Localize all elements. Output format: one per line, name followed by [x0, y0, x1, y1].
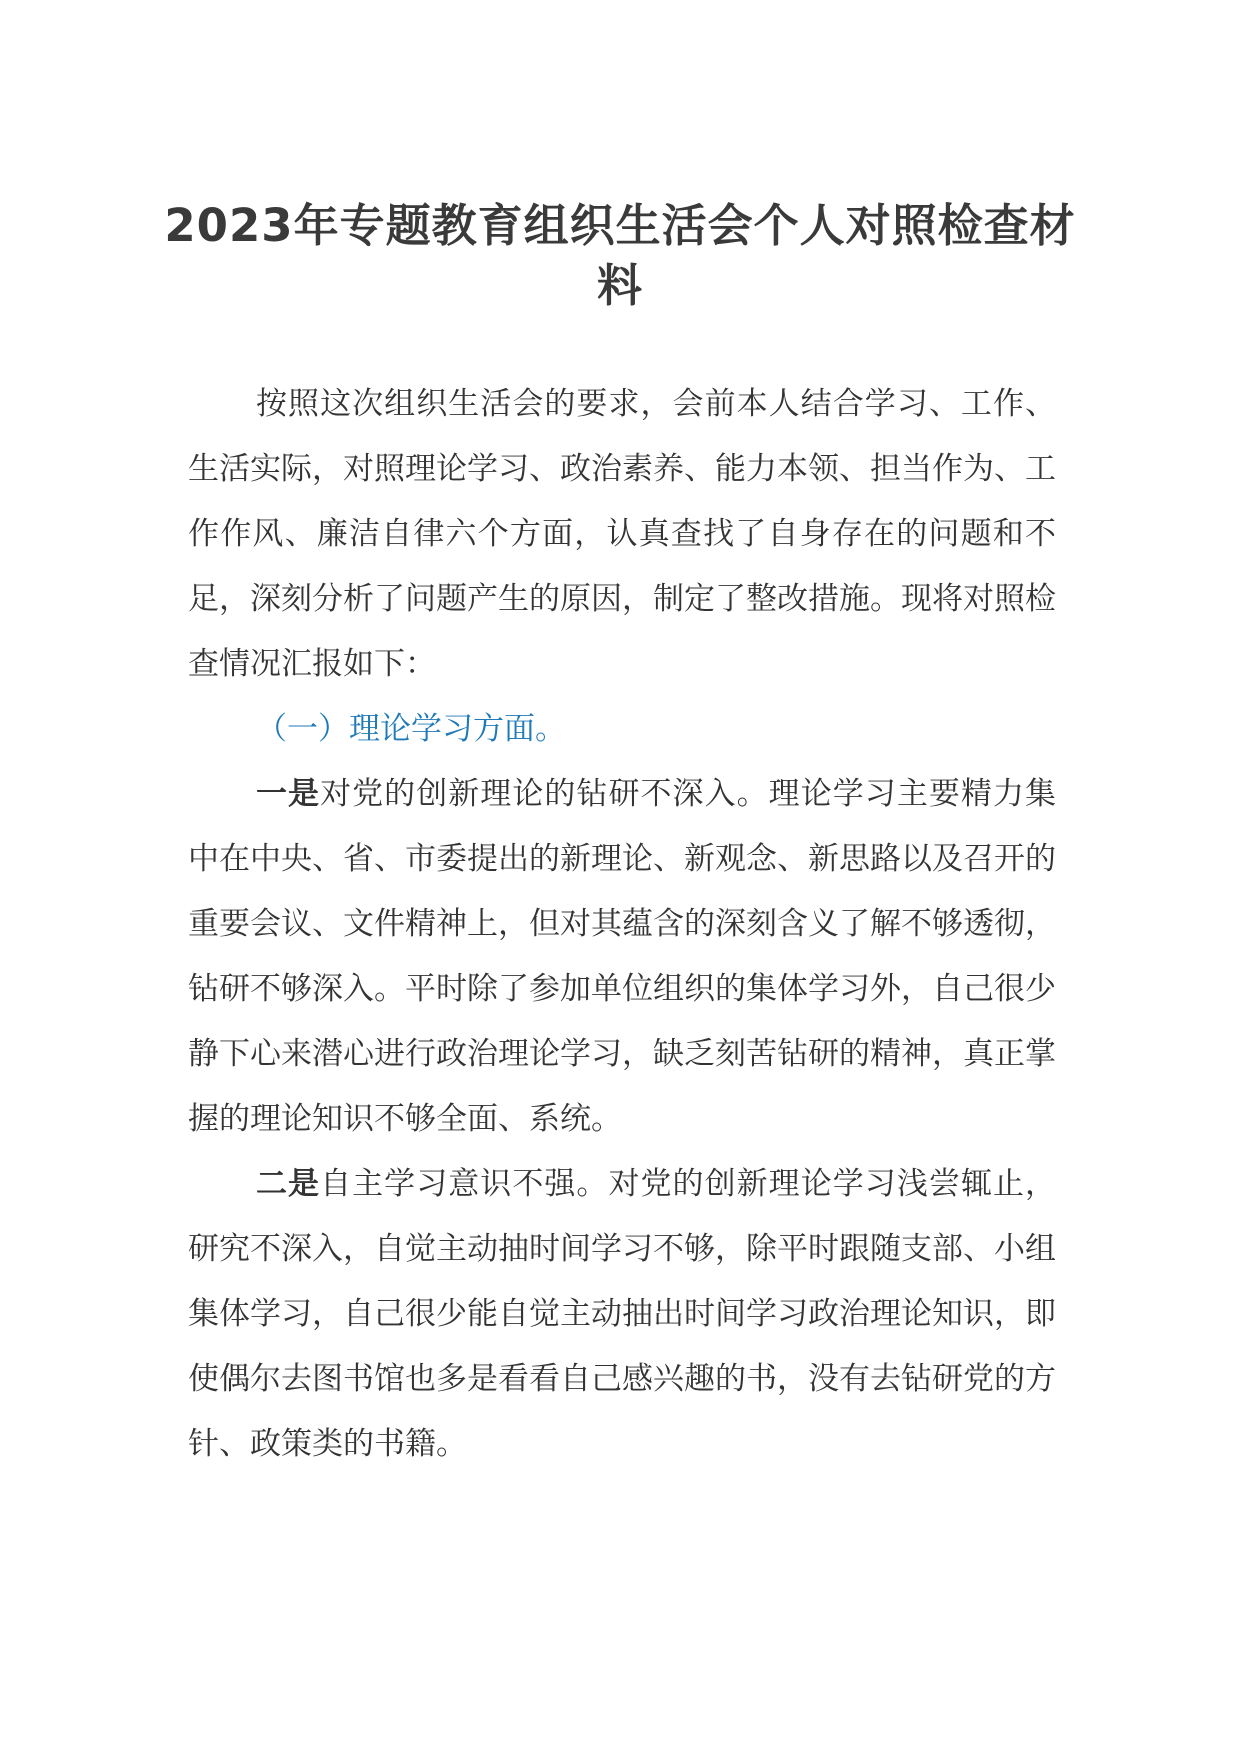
point-text-1: 对党的创新理论的钻研不深入。理论学习主要精力集中在中央、省、市委提出的新理论、新观念、新思路以及召开的重要会议、文件精神上，但对其蕴含的深刻含义了解不够透彻，钻研不够深入。平时除了参加单位组织的集体学习外，自己很少静下心来潜心进行政治理论学习，缺乏刻苦钻研的精神，真正掌握的理论知识不够全面、系统。	[188, 776, 1057, 1137]
point-paragraph-1	[188, 762, 1056, 1152]
point-lead-2: 二是	[256, 1166, 321, 1202]
document-title: 2023年专题教育组织生活会个人对照检查材料	[164, 199, 1076, 312]
intro-paragraph: 按照这次组织生活会的要求，会前本人结合学习、工作、生活实际，对照理论学习、政治素养、能力本领、担当作为、工作作风、廉洁自律六个方面，认真查找了自身存在的问题和不足，深刻分析了问题产生的原因，制定了整改措施。现将对照检查情况汇报如下：	[188, 386, 1056, 682]
document-body	[188, 372, 1056, 1477]
section-heading-theory-study: （一）理论学习方面。	[256, 711, 566, 747]
point-lead-1: 一是	[256, 776, 321, 812]
point-paragraph-2	[188, 1152, 1056, 1477]
point-text-2: 自主学习意识不强。对党的创新理论学习浅尝辄止，研究不深入，自觉主动抽时间学习不够，除平时跟随支部、小组集体学习，自己很少能自觉主动抽出时间学习政治理论知识，即使偶尔去图书馆也多是看看自己感兴趣的书，没有去钻研党的方针、政策类的书籍。	[188, 1166, 1057, 1462]
